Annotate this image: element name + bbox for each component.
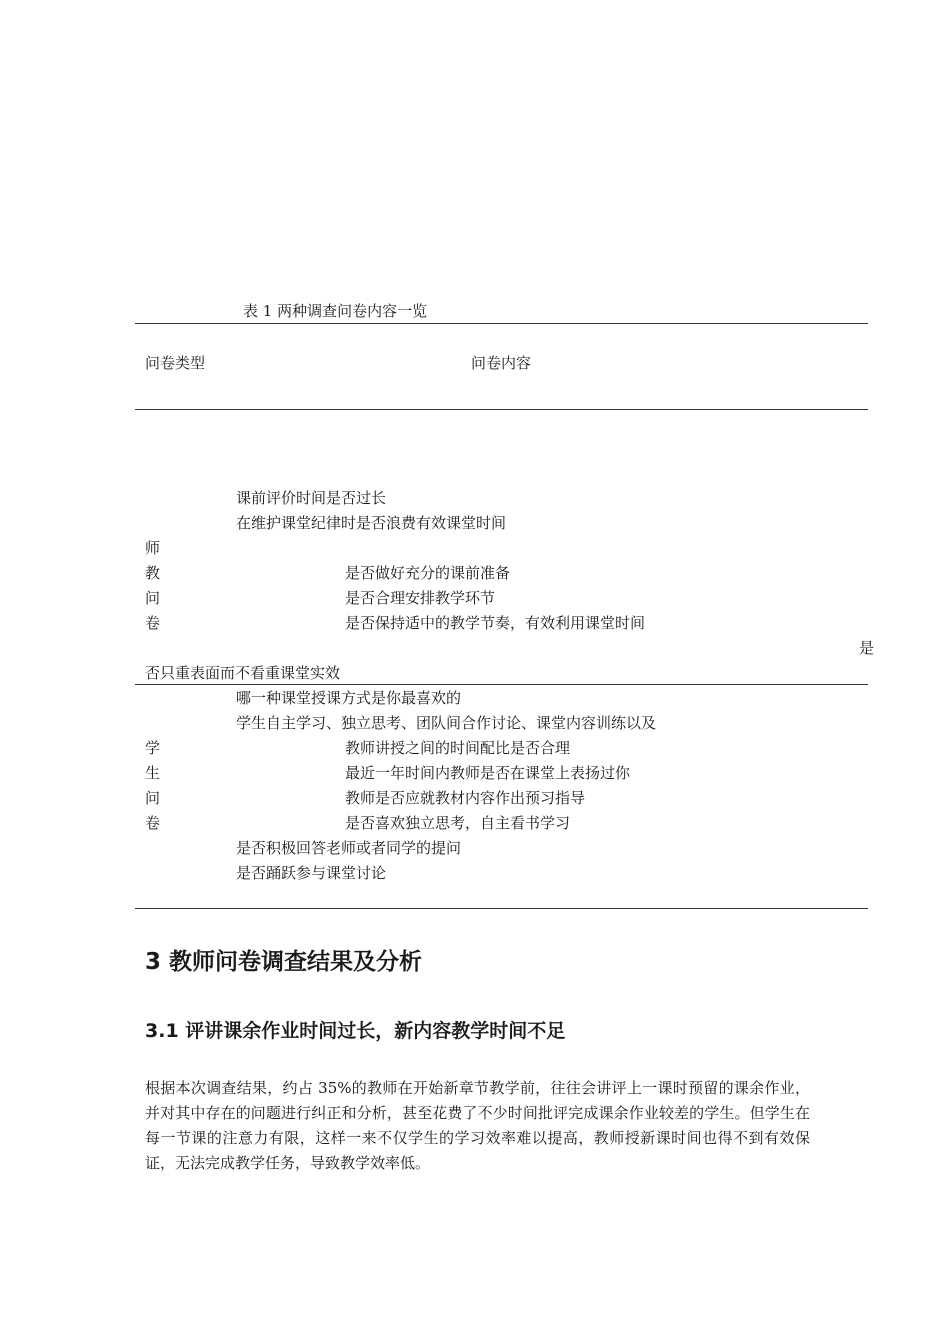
student-label-char: 问 [145, 789, 161, 807]
student-item: 是否积极回答老师或者同学的提问 [236, 839, 462, 857]
student-item: 哪一种课堂授课方式是你最喜欢的 [236, 689, 462, 707]
student-label-char: 学 [145, 739, 161, 757]
table-bottom-rule [135, 908, 868, 909]
student-item: 是否喜欢独立思考，自主看书学习 [345, 814, 571, 832]
teacher-item: 否只重表面而不看重课堂实效 [145, 664, 341, 682]
header-content-column: 问卷内容 [471, 354, 532, 372]
body-paragraph: 根据本次调查结果，约占 35%的教师在开始新章节教学前，往往会讲评上一课时预留的课余作业，并对其中存在的问题进行纠正和分析，甚至花费了不少时间批评完成课余作业较差的学生。但学生在每一节课的注意力有限，这样一来不仅学生的学习效率难以提高，教师授新课时间也得不到有效保证，无法完成教学任务，导致教学效率低。 [145, 1079, 810, 1172]
student-item: 是否踊跃参与课堂讨论 [236, 864, 387, 882]
header-type-column: 问卷类型 [145, 354, 206, 372]
student-item: 教师是否应就教材内容作出预习指导 [345, 789, 586, 807]
student-item: 最近一年时间内教师是否在课堂上表扬过你 [345, 764, 631, 782]
teacher-item: 是否合理安排教学环节 [345, 589, 496, 607]
section-heading: 3 教师问卷调查结果及分析 [145, 949, 423, 975]
table-top-rule [135, 323, 868, 324]
teacher-item: 课前评价时间是否过长 [236, 489, 387, 507]
teacher-item: 是 [859, 639, 875, 657]
teacher-item: 在维护课堂纪律时是否浪费有效课堂时间 [236, 514, 507, 532]
teacher-label-char: 卷 [145, 614, 161, 632]
subsection-heading: 3.1 评讲课余作业时间过长，新内容教学时间不足 [145, 1020, 566, 1042]
student-label-char: 生 [145, 764, 161, 782]
table-section-rule [135, 684, 868, 685]
table-caption: 表 1 两种调查问卷内容一览 [243, 302, 428, 320]
teacher-label-char: 问 [145, 589, 161, 607]
table-header-rule [135, 409, 868, 410]
student-label-char: 卷 [145, 814, 161, 832]
student-item: 学生自主学习、独立思考、团队间合作讨论、课堂内容训练以及 [236, 714, 657, 732]
teacher-label-char: 师 [145, 539, 161, 557]
teacher-item: 是否做好充分的课前准备 [345, 564, 511, 582]
student-item: 教师讲授之间的时间配比是否合理 [345, 739, 571, 757]
teacher-item: 是否保持适中的教学节奏，有效利用课堂时间 [345, 614, 646, 632]
teacher-label-char: 教 [145, 564, 161, 582]
